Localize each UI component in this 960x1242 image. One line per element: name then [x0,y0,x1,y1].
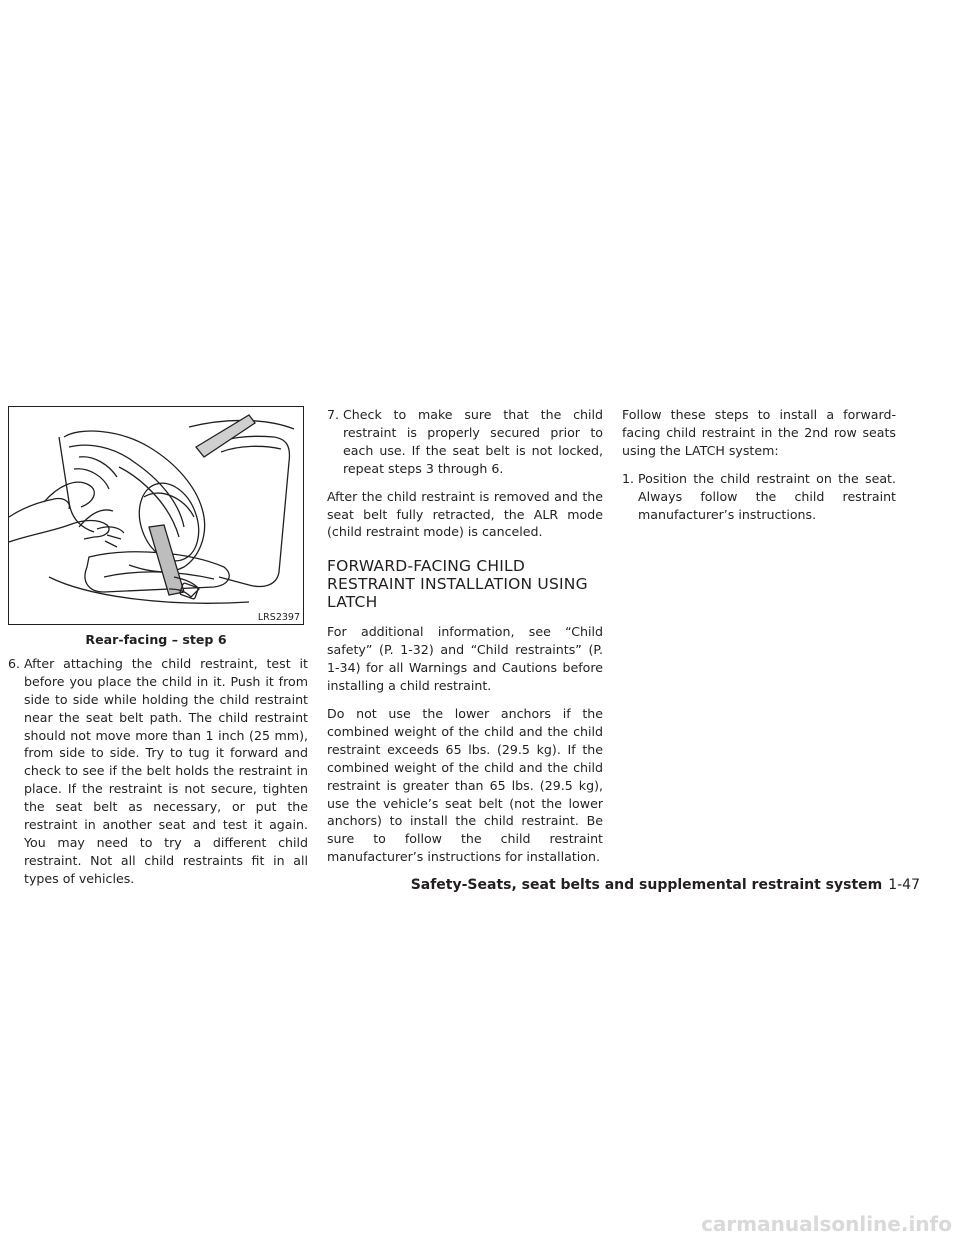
paragraph-anchors: Do not use the lower anchors if the combined weight of the child and the child restraint exceeds 65 lbs. (29.5 kg). If the combined weight of the child and the child restraint is greater than 65 lbs. (29.5 kg), use the vehicle’s seat belt (not the lower anchors) to install the child restraint. Be sure to follow the child restraint manufacturer’s instructions for installation. [327,705,603,865]
step-text: After attaching the child restraint, test it before you place the child in it. Push it from side to side while holding the child restraint near the seat belt path. The child restraint should not move more than 1 inch (25 mm), from side to side. Try to tug it forward and check to see if the belt holds the restraint in place. If the restraint is not secure, tighten the seat belt as necessary, or put the restraint in another seat and test it again. You may need to try a different child restraint. Not all child restraints fit in all types of vehicles. [24,655,308,886]
left-column [8,406,308,898]
paragraph-intro: Follow these steps to install a forward-facing child restraint in the 2nd row seats using the LATCH system: [622,407,896,458]
step-text: Check to make sure that the child restraint is properly secured prior to each use. If the seat belt is not locked, repeat steps 3 through 6. [343,407,603,476]
step-number: 1. [622,470,635,486]
step-number: 7. [327,407,340,422]
figure-code: LRS2397 [257,612,300,623]
paragraph-info: For additional information, see “Child safety” (P. 1-32) and “Child restraints” (P. 1-34) for all Warnings and Cautions before installing a child restraint. [327,624,603,694]
figure-illustration [8,406,304,625]
middle-column [327,406,603,876]
step-7 [327,406,603,478]
right-column [622,406,896,533]
page-number: 1-47 [888,877,920,893]
footer-section-title: Safety-Seats, seat belts and supplemental restraint system [410,877,883,893]
step-text: Position the child restraint on the seat. Always follow the child restraint manufacturer’s instructions. [638,470,896,522]
paragraph-alr: After the child restraint is removed and the seat belt fully retracted, the ALR mode (child restraint mode) is canceled. [327,488,603,540]
page-footer [411,877,920,893]
figure-caption: Rear-facing – step 6 [85,632,227,647]
step-6 [8,655,308,888]
section-heading: FORWARD-FACING CHILD RESTRAINT INSTALLATION USING LATCH [327,557,588,612]
step-number: 6. [8,655,21,671]
step-1 [622,470,896,524]
watermark: carmanualsonline.info [701,1212,952,1236]
child-seat-installation-illustration [9,407,303,624]
